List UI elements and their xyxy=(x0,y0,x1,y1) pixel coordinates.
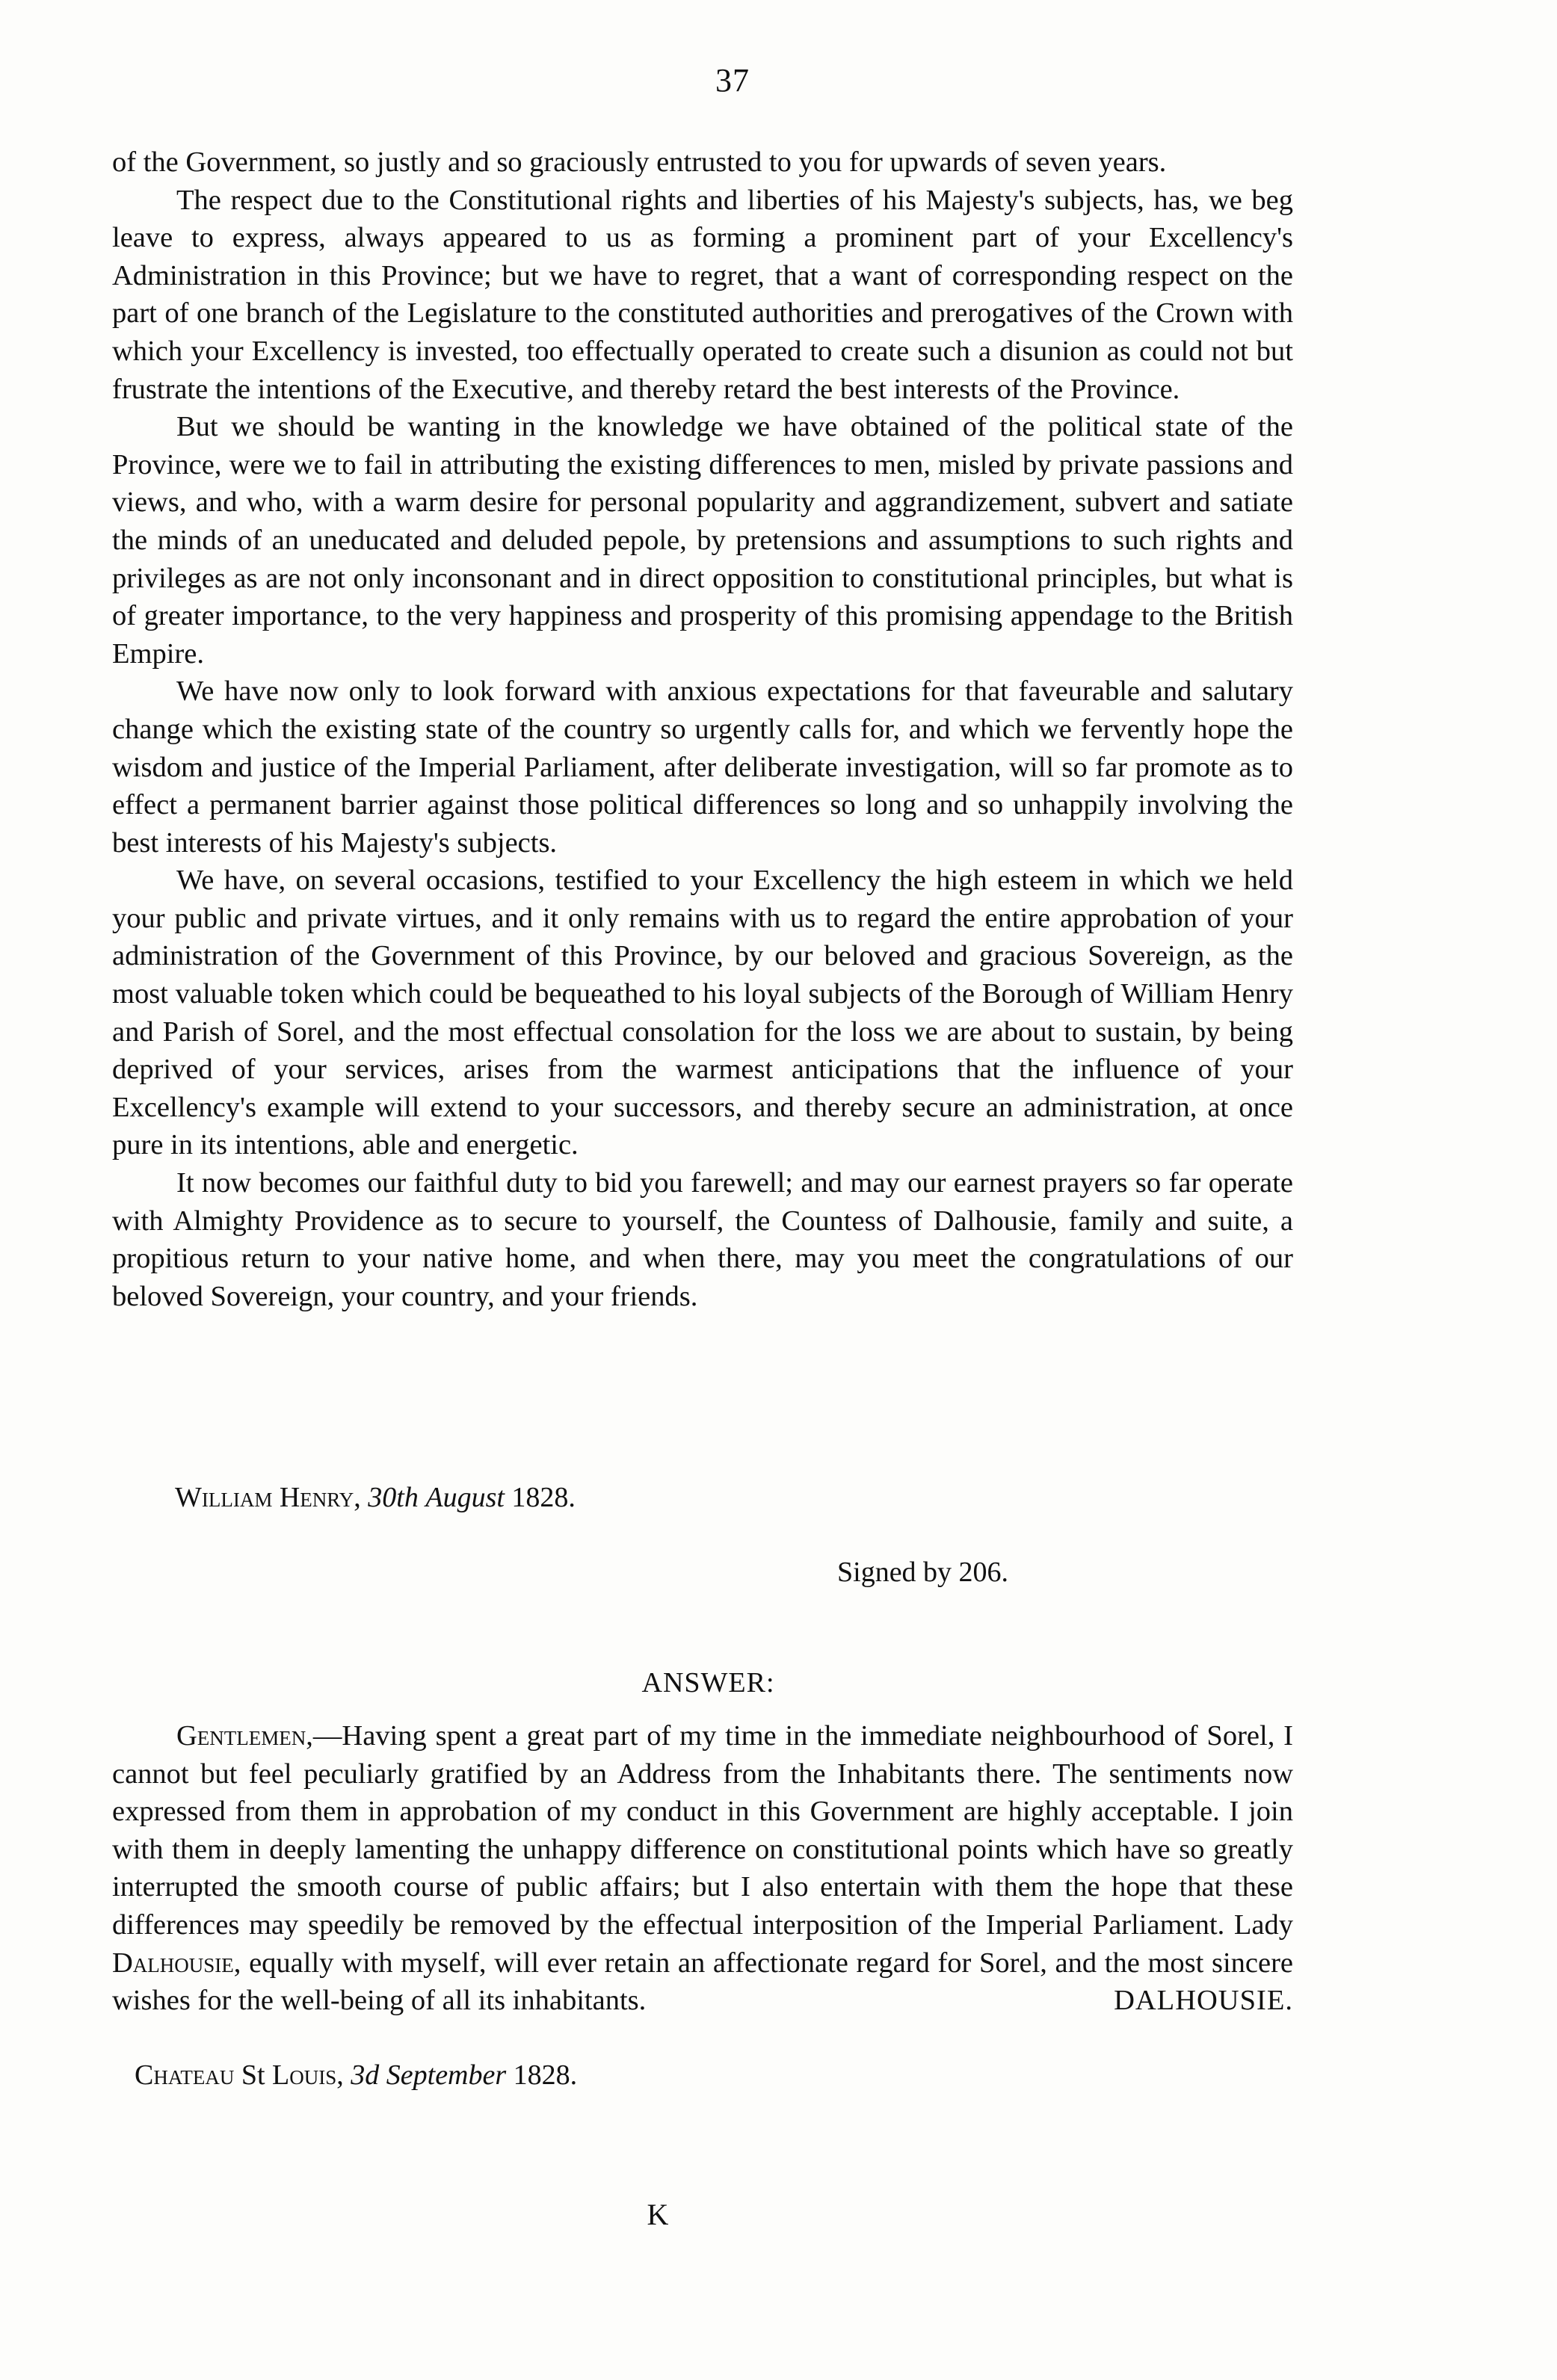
answer-place-date xyxy=(135,2059,577,2092)
address-body xyxy=(112,143,1293,1315)
answer-date-month: September xyxy=(386,2059,507,2091)
answer-text-part2: equally with myself, will ever retain an affectionate regard for Sorel, and the most sincere wishes for the well-being of all its inhabitants. xyxy=(112,1947,1293,2017)
address-paragraph: We have, on several occasions, testified to your Excellency the high esteem in which we held your public and private virtues, and it only remains with us to regard the entire approbation of your administration of the Government of this Province, by our beloved and gracious Sovereign, as the most valuable token which could be bequeathed to his loyal subjects of the Borough of William Henry and Parish of Sorel, and the most effectual consolation for the loss we are about to sustain, by being deprived of your services, arises from the warmest anticipations that the influence of your Excellency's example will extend to your successors, and thereby secure an administration, at once pure in its intentions, able and energetic. xyxy=(112,865,1293,1161)
answer-text-part1: —Having spent a great part of my time in the immediate neighbourhood of Sorel, I cannot but feel peculiarly gratified by an Address from the Inhabitants there. The sentiments now expressed from them in approbation of my conduct in this Government are highly acceptable. I join with them in deeply lamenting the unhappy difference on constitutional points which have so greatly interrupted the smooth course of public affairs; but I also entertain with them the hope that these differences may speedily be removed by the effectual interposition of the Imperial Parliament. Lady xyxy=(112,1720,1293,1941)
address-paragraph: The respect due to the Constitutional rights and liberties of his Majesty's subjects, has, we beg leave to express, always appeared to us as forming a prominent part of your Excellency's Administration in this Province; but we have to regret, that a want of corresponding respect on the part of one branch of the Legislature to the constituted authorities and prerogatives of the Crown with which your Excellency is invested, too effectually operated to create such a disunion as could not but frustrate the intentions of the Executive, and thereby retard the best interests of the Province. xyxy=(112,184,1293,405)
address-place-date xyxy=(175,1481,576,1514)
address-date-year: 1828. xyxy=(511,1482,576,1513)
answer-place-prefix: Chateau xyxy=(135,2059,235,2091)
answer-place-st: St xyxy=(234,2059,273,2091)
answer-place-name: Louis, xyxy=(272,2059,344,2091)
address-paragraph: It now becomes our faithful duty to bid you farewell; and may our earnest prayers so far operate with Almighty Providence as to secure to yourself, the Countess of Dalhousie, family and suite, a propitious return to your native home, and when there, may you meet the congratulations of our beloved Sovereign, your country, and your friends. xyxy=(112,1167,1293,1312)
answer-date-year: 1828. xyxy=(513,2059,578,2091)
page-number: 37 xyxy=(715,62,750,99)
address-date-day: 30th xyxy=(368,1482,419,1513)
answer-signature: DALHOUSIE. xyxy=(1114,1985,1293,2017)
address-date-month: August xyxy=(425,1482,505,1513)
answer-salutation: Gentlemen, xyxy=(176,1720,313,1752)
signature-mark: K xyxy=(647,2198,669,2231)
address-paragraph: But we should be wanting in the knowledge we have obtained of the political state of the Province, were we to fail in attributing the existing differences to men, misled by private passions and views, and who, with a warm desire for personal popularity and aggrandizement, subvert and satiate the minds of an uneducated and deluded pepole, by pretensions and assumptions to such rights and privileges as are not only inconsonant and in direct opposition to constitutional principles, but what is of greater importance, to the very happiness and prosperity of this promising appendage to the British Empire. xyxy=(112,411,1293,670)
answer-lady-name: Dalhousie, xyxy=(112,1947,241,1979)
answer-heading: ANSWER: xyxy=(641,1667,775,1699)
answer-body xyxy=(112,1717,1293,2020)
answer-date-day: 3d xyxy=(351,2059,380,2091)
address-paragraph: of the Government, so justly and so graciously entrusted to you for upwards of seven years. xyxy=(112,146,1167,178)
address-paragraph: We have now only to look forward with anxious expectations for that faveurable and salutary change which the existing state of the country so urgently calls for, and which we fervently hope the wisdom and justice of the Imperial Parliament, after deliberate investigation, will so far promote as to effect a permanent barrier against those political differences so long and so unhappily involving the best interests of his Majesty's subjects. xyxy=(112,676,1293,859)
signatory-count: Signed by 206. xyxy=(837,1557,1009,1588)
address-place: William Henry, xyxy=(175,1482,361,1513)
